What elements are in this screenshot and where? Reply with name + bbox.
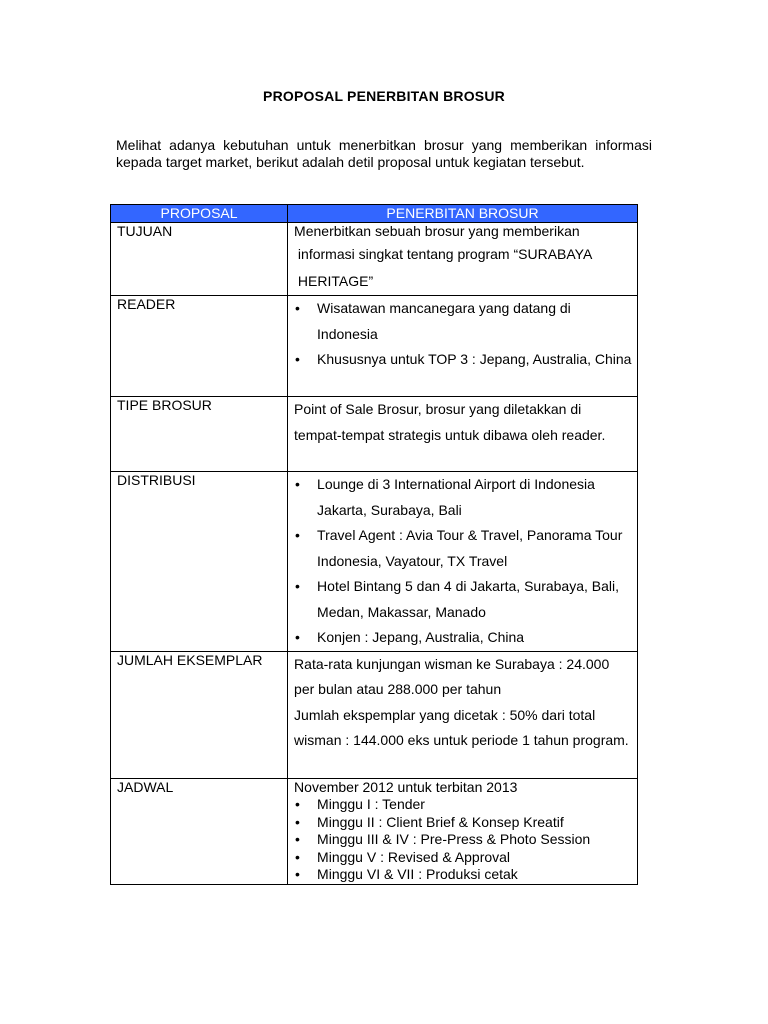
list-item: • Khususnya untuk TOP 3 : Jepang, Australia, China — [294, 347, 632, 373]
row-value-reader — [288, 296, 638, 397]
row-label-distribusi: DISTRIBUSI — [111, 472, 288, 652]
list-item: • Minggu V : Revised & Approval — [294, 849, 632, 867]
list-item: • Lounge di 3 International Airport di Indonesia Jakarta, Surabaya, Bali — [294, 472, 632, 523]
row-label-jumlah-eksemplar: JUMLAH EKSEMPLAR — [111, 651, 288, 778]
row-label-tujuan: TUJUAN — [111, 223, 288, 296]
tujuan-line-1: Menerbitkan sebuah brosur yang memberikan — [294, 223, 580, 239]
table-row-distribusi — [111, 472, 638, 652]
row-value-tujuan — [288, 223, 638, 296]
row-value-jumlah-eksemplar — [288, 651, 638, 778]
jumlah-text-1: Rata-rata kunjungan wisman ke Surabaya : 24.000 per bulan atau 288.000 per tahun — [294, 655, 610, 697]
table-row-tujuan — [111, 223, 638, 296]
intro-paragraph: Melihat adanya kebutuhan untuk menerbitkan brosur yang memberikan informasi kepada target market, berikut adalah detil proposal untuk kegiatan tersebut. — [116, 137, 652, 170]
list-item: • Minggu II : Client Brief & Konsep Kreatif — [294, 814, 632, 832]
table-header-row — [111, 205, 638, 223]
table-row-jumlah-eksemplar — [111, 651, 638, 778]
list-item: • Minggu VI & VII : Produksi cetak — [294, 866, 632, 884]
row-label-tipe-brosur: TIPE BROSUR — [111, 397, 288, 472]
row-value-jadwal — [288, 778, 638, 884]
tujuan-line-3: HERITAGE” — [294, 272, 374, 289]
reader-list — [294, 296, 632, 373]
table-row-jadwal — [111, 778, 638, 884]
list-item: • Minggu I : Tender — [294, 796, 632, 814]
header-penerbitan-brosur: PENERBITAN BROSUR — [288, 205, 638, 223]
table-row-tipe-brosur — [111, 397, 638, 472]
list-item: • Wisatawan mancanegara yang datang di Indonesia — [294, 296, 632, 347]
table-row-reader — [111, 296, 638, 397]
list-item: • Minggu III & IV : Pre-Press & Photo Session — [294, 831, 632, 849]
list-item: • Travel Agent : Avia Tour & Travel, Panorama Tour Indonesia, Vayatour, TX Travel — [294, 523, 632, 574]
jumlah-text-2: Jumlah ekspemplar yang dicetak : 50% dari total wisman : 144.000 eks untuk periode 1 tahun program. — [294, 706, 629, 748]
proposal-table — [110, 204, 638, 885]
distribusi-list — [294, 472, 632, 651]
row-label-jadwal: JADWAL — [111, 778, 288, 884]
header-proposal: PROPOSAL — [111, 205, 288, 223]
list-item: • Hotel Bintang 5 dan 4 di Jakarta, Surabaya, Bali, Medan, Makassar, Manado — [294, 574, 632, 625]
jadwal-intro: November 2012 untuk terbitan 2013 — [294, 778, 518, 795]
document-title: PROPOSAL PENERBITAN BROSUR — [263, 88, 505, 104]
jadwal-list — [294, 796, 632, 884]
tujuan-line-2: informasi singkat tentang program “SURABAYA — [294, 245, 593, 262]
row-value-tipe-brosur: Point of Sale Brosur, brosur yang diletakkan di tempat-tempat strategis untuk dibawa oleh reader. — [288, 397, 638, 472]
list-item: • Konjen : Jepang, Australia, China — [294, 625, 632, 651]
row-label-reader: READER — [111, 296, 288, 397]
row-value-distribusi — [288, 472, 638, 652]
